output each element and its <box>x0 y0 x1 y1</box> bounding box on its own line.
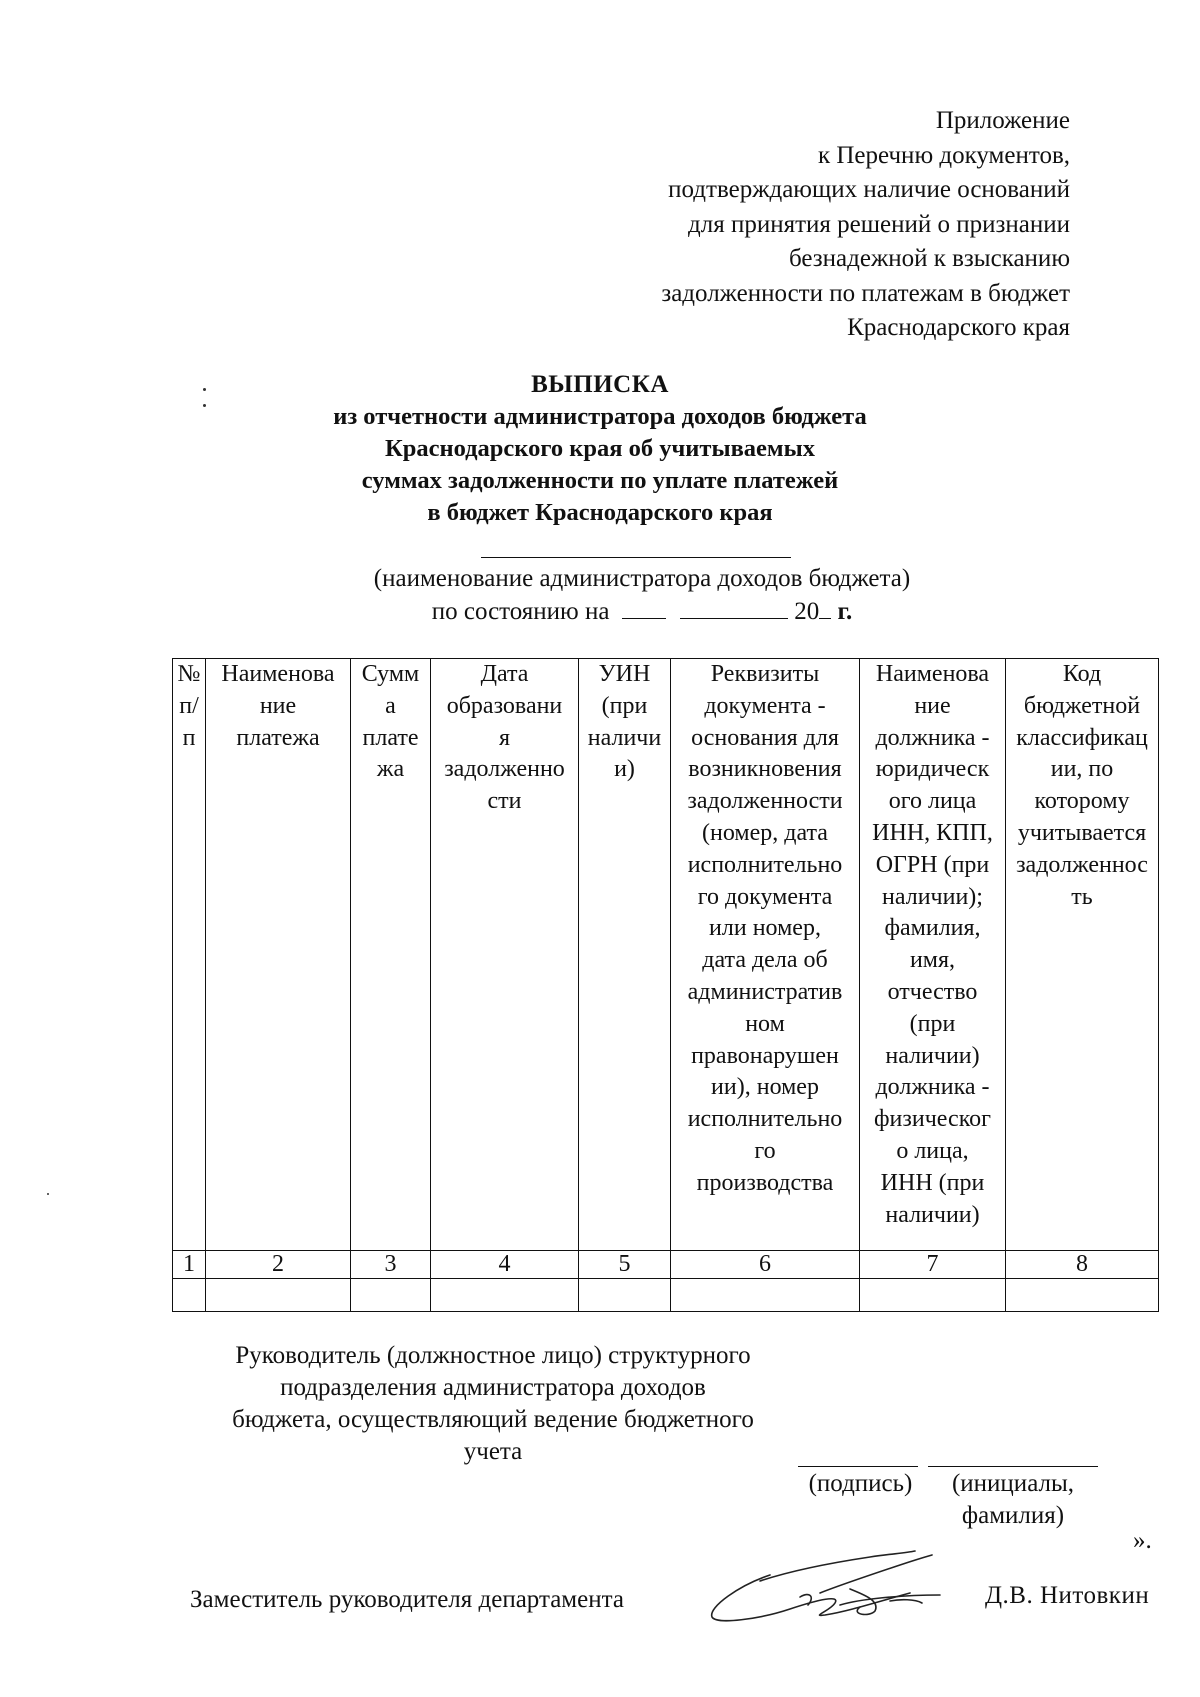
scan-speck <box>203 388 206 391</box>
administrator-name-blank <box>481 557 791 558</box>
column-number: 3 <box>351 1251 431 1279</box>
responsible-person-block <box>188 1340 798 1468</box>
header-cell: Наименова ние платежа <box>206 659 351 1251</box>
column-number: 5 <box>579 1251 671 1279</box>
appendix-line: Краснодарского края <box>847 314 1070 341</box>
administrator-caption: (наименование администратора доходов бюджета) <box>373 565 911 592</box>
signer-line: Руководитель (должностное лицо) структурного <box>235 1342 751 1369</box>
empty-cell <box>579 1279 671 1312</box>
as-of-date <box>0 595 1200 629</box>
appendix-line: подтверждающих наличие оснований <box>668 176 1070 203</box>
signature-caption: (подпись) <box>808 1470 913 1497</box>
document-title <box>0 369 1200 529</box>
column-number: 1 <box>173 1251 206 1279</box>
empty-cell <box>860 1279 1006 1312</box>
signer-line: учета <box>463 1438 523 1465</box>
header-cell: Реквизиты документа - основания для возникновения задолженности (номер, дата исполнительно го документа или номер, дата дела об административ ном правонарушен ии), номер исполнительно го производства <box>671 659 860 1251</box>
title-line: в бюджет Краснодарского края <box>427 499 773 526</box>
closing-quote: ». <box>1133 1527 1152 1554</box>
column-number: 4 <box>431 1251 579 1279</box>
empty-cell <box>671 1279 860 1312</box>
appendix-line: к Перечню документов, <box>817 141 1070 169</box>
year-prefix: 20 <box>794 598 820 625</box>
handwritten-signature <box>700 1545 960 1635</box>
appendix-line: для принятия решений о признании <box>688 210 1070 238</box>
scan-speck <box>47 1193 49 1195</box>
column-number: 8 <box>1006 1251 1159 1279</box>
column-number: 7 <box>860 1251 1006 1279</box>
empty-cell <box>173 1279 206 1312</box>
initials-caption: (инициалы, фамилия) <box>951 1470 1075 1529</box>
month-blank <box>680 596 788 619</box>
initials-blank <box>928 1466 1098 1467</box>
deputy-position: Заместитель руководителя департамента <box>190 1586 624 1613</box>
title-line: Краснодарского края об учитываемых <box>384 435 816 462</box>
deputy-name: Д.В. Нитовкин <box>985 1582 1150 1609</box>
scan-speck <box>203 404 206 407</box>
title-main: ВЫПИСКА <box>531 371 669 398</box>
column-number: 2 <box>206 1251 351 1279</box>
signer-line: бюджета, осуществляющий ведение бюджетного <box>232 1406 754 1433</box>
header-cell: Наименова ние должника - юридическ ого лица ИНН, КПП, ОГРН (при наличии); фамилия, имя, отчество (при наличии) должника - физическог о лица, ИНН (при наличии) <box>860 659 1006 1251</box>
appendix-note <box>661 104 1070 346</box>
appendix-line: Приложение <box>935 107 1070 134</box>
year-blank <box>819 596 831 619</box>
as-of-label: по состоянию на <box>431 598 610 625</box>
debt-table <box>172 658 1159 1312</box>
header-cell: Код бюджетной классификац ии, по которому учитывается задолженнос ть <box>1006 659 1159 1251</box>
appendix-line: задолженности по платежам в бюджет <box>661 279 1070 307</box>
signature-blank <box>798 1466 918 1467</box>
empty-cell <box>1006 1279 1159 1312</box>
day-blank <box>622 596 666 619</box>
empty-cell <box>206 1279 351 1312</box>
empty-data-row <box>173 1279 1159 1312</box>
header-cell: Сумм а плате жа <box>351 659 431 1251</box>
header-cell: УИН (при наличи и) <box>579 659 671 1251</box>
title-line: из отчетности администратора доходов бюджета <box>333 403 867 430</box>
table-header-row <box>173 659 1159 1251</box>
empty-cell <box>351 1279 431 1312</box>
year-suffix: г. <box>837 598 853 625</box>
signer-line: подразделения администратора доходов <box>280 1374 706 1401</box>
header-cell: Дата образовани я задолженно сти <box>431 659 579 1251</box>
column-number-row <box>173 1251 1159 1279</box>
column-number: 6 <box>671 1251 860 1279</box>
title-line: суммах задолженности по уплате платежей <box>361 467 839 494</box>
empty-cell <box>431 1279 579 1312</box>
appendix-line: безнадежной к взысканию <box>788 245 1070 272</box>
header-cell: № п/ п <box>173 659 206 1251</box>
